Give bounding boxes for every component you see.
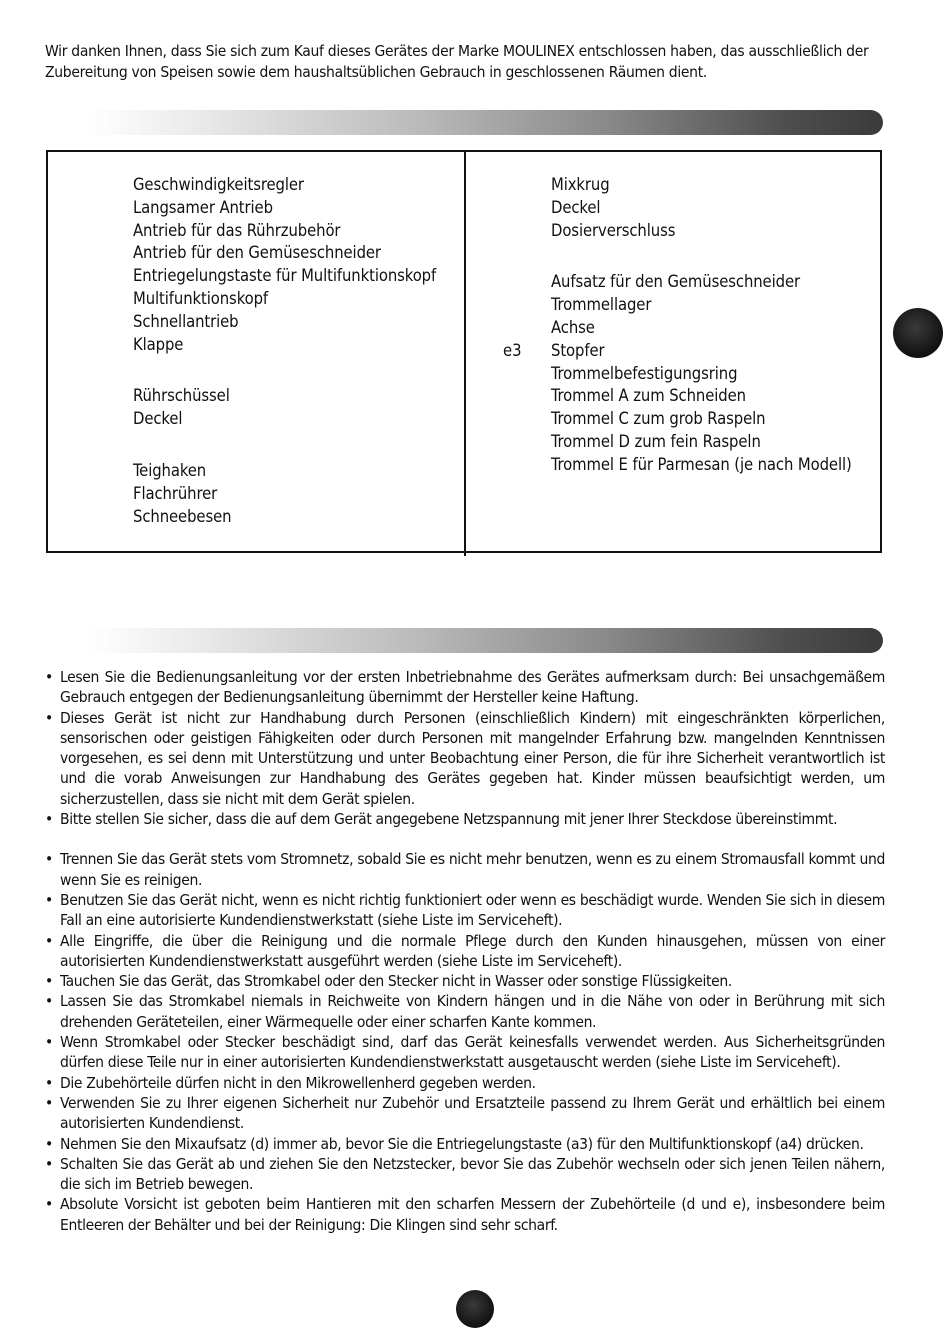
bullet-icon: • — [45, 1154, 53, 1173]
part-item: Deckel — [133, 409, 183, 429]
bullet-icon: • — [45, 708, 53, 727]
part-item: Entriegelungstaste für Multifunktionskopf — [133, 266, 437, 286]
parts-list-left — [133, 174, 436, 528]
section-header-band-1 — [88, 110, 883, 135]
safety-item: • Schalten Sie das Gerät ab und ziehen Sie den Netzstecker, bevor Sie das Zubehör wechseln oder sich jenen Teilen nähern, die sich im Betrieb bewegen. — [45, 1154, 885, 1194]
part-item: Trommel A zum Schneiden — [551, 386, 746, 406]
parts-table-divider — [464, 150, 466, 556]
part-item: Dosierverschluss — [551, 220, 676, 240]
safety-item: • Die Zubehörteile dürfen nicht in den Mikrowellenherd gegeben werden. — [45, 1073, 536, 1092]
part-item: Multifunktionskopf — [133, 288, 269, 308]
part-item: Teighaken — [133, 460, 207, 480]
safety-item: • Wenn Stromkabel oder Stecker beschädigt sind, darf das Gerät keinesfalls verwendet werden. Aus Sicherheitsgründen dürfen diese Teile nur in einer autorisierten Kundendienstwerkstatt ausgetauscht werden (siehe Liste im Serviceheft). — [45, 1033, 885, 1072]
safety-item: • Dieses Gerät ist nicht zur Handhabung durch Personen (einschließlich Kindern) mit eingeschränkten körperlichen, sensorischen oder geistigen Fähigkeiten oder durch Personen mit mangelnder Erfahrung bzw. mangelnden Kenntnissen vorgesehen, es sei denn mit Unterstützung und unter Beobachtung einer Person, die für ihre Sicherheit verantwortlich ist und die vorab Anweisungen zur Handhabung des Gerätes gegeben hat. Kinder müssen beaufsichtigt werden, um sicherzustellen, dass sie nicht mit dem Gerät spielen. — [45, 708, 885, 808]
safety-item: • Nehmen Sie den Mixaufsatz (d) immer ab, bevor Sie die Entriegelungstaste (a3) für den Multifunktionskopf (a4) drücken. — [45, 1134, 864, 1153]
bullet-icon: • — [45, 890, 53, 909]
part-item: Deckel — [551, 197, 601, 217]
intro-paragraph: Wir danken Ihnen, dass Sie sich zum Kauf dieses Gerätes der Marke MOULINEX entschlossen haben, das ausschließlich der Zubereitung von Speisen sowie dem haushaltsüblichen Gebrauch in geschlossenen Räumen dient. — [45, 42, 869, 81]
safety-item: • Bitte stellen Sie sicher, dass die auf dem Gerät angegebene Netzspannung mit jener Ihrer Steckdose übereinstimmt. — [45, 810, 838, 829]
safety-item: • Trennen Sie das Gerät stets vom Stromnetz, sobald Sie es nicht mehr benutzen, wenn es zu einem Stromausfall kommt und wenn Sie es reinigen. — [45, 850, 885, 889]
bullet-icon: • — [45, 850, 53, 869]
part-item: Trommellager — [551, 295, 652, 315]
section-header-band-2 — [88, 628, 883, 653]
safety-instructions-list — [45, 667, 885, 1235]
part-item: Trommel C zum grob Raspeln — [551, 409, 766, 429]
bullet-icon: • — [45, 1134, 53, 1153]
part-item: Schneebesen — [133, 506, 232, 526]
bullet-icon: • — [45, 972, 53, 991]
bullet-icon: • — [45, 931, 53, 950]
parts-list-right — [551, 174, 852, 477]
page-number-marker — [456, 1290, 494, 1328]
part-item: Achse — [551, 317, 595, 337]
bullet-icon: • — [45, 810, 53, 829]
bullet-icon: • — [45, 1073, 53, 1092]
part-item: Klappe — [133, 334, 184, 354]
part-item: Mixkrug — [551, 175, 610, 194]
safety-item: • Alle Eingriffe, die über die Reinigung und die normale Pflege durch den Kunden hinausgehen, müssen von einer autorisierten Kundendienstwerkstatt ausgeführt werden (siehe Liste im Serviceheft). — [45, 931, 885, 970]
safety-item: • Absolute Vorsicht ist geboten beim Hantieren mit den scharfen Messern der Zubehörteile (d und e), insbesondere beim Entleeren der Behälter und bei der Reinigung: Die Klingen sind sehr scharf. — [45, 1195, 885, 1234]
part-item: Flachrührer — [133, 483, 218, 503]
bullet-icon: • — [45, 1033, 53, 1052]
part-item: Trommelbefestigungsring — [551, 363, 738, 383]
part-item: Antrieb für das Rührzubehör — [133, 220, 341, 240]
part-item: Aufsatz für den Gemüseschneider — [551, 272, 800, 292]
part-item: Langsamer Antrieb — [133, 197, 273, 217]
safety-item: • Verwenden Sie zu Ihrer eigenen Sicherheit nur Zubehör und Ersatzteile passend zu Ihrem Gerät und erhältlich bei einem autorisierten Kundendienst. — [45, 1093, 885, 1133]
safety-item: • Lesen Sie die Bedienungsanleitung vor der ersten Inbetriebnahme des Gerätes aufmerksam durch: Bei unsachgemäßem Gebrauch entgegen der Bedienungsanleitung übernimmt der Hersteller keine Haftung. — [45, 668, 885, 707]
safety-item: • Benutzen Sie das Gerät nicht, wenn es nicht richtig funktioniert oder wenn es beschädigt wurde. Wenden Sie sich in diesem Fall an eine autorisierte Kundendienstwerkstatt (siehe Liste im Serviceheft). — [45, 890, 885, 930]
part-reference-label: e3 — [503, 341, 522, 360]
safety-item: • Lassen Sie das Stromkabel niemals in Reichweite von Kindern hängen und in die Nähe von oder in Berührung mit sich drehenden Geräteteilen, einer Wärmequelle oder einer scharfen Kante kommen. — [45, 992, 885, 1031]
part-item: Antrieb für den Gemüseschneider — [133, 243, 381, 263]
bullet-icon: • — [45, 992, 53, 1011]
bullet-icon: • — [45, 668, 53, 686]
part-item: Rührschüssel — [133, 386, 230, 406]
part-item: Trommel D zum fein Raspeln — [551, 431, 761, 451]
bullet-icon: • — [45, 1195, 53, 1214]
language-tab-marker — [893, 308, 943, 358]
part-item: Schnellantrieb — [133, 311, 239, 331]
part-item: Geschwindigkeitsregler — [133, 175, 304, 194]
part-item: Stopfer — [551, 340, 605, 360]
part-item: Trommel E für Parmesan (je nach Modell) — [551, 454, 852, 474]
bullet-icon: • — [45, 1093, 53, 1112]
safety-item: • Tauchen Sie das Gerät, das Stromkabel oder den Stecker nicht in Wasser oder sonstige Flüssigkeiten. — [45, 972, 732, 991]
